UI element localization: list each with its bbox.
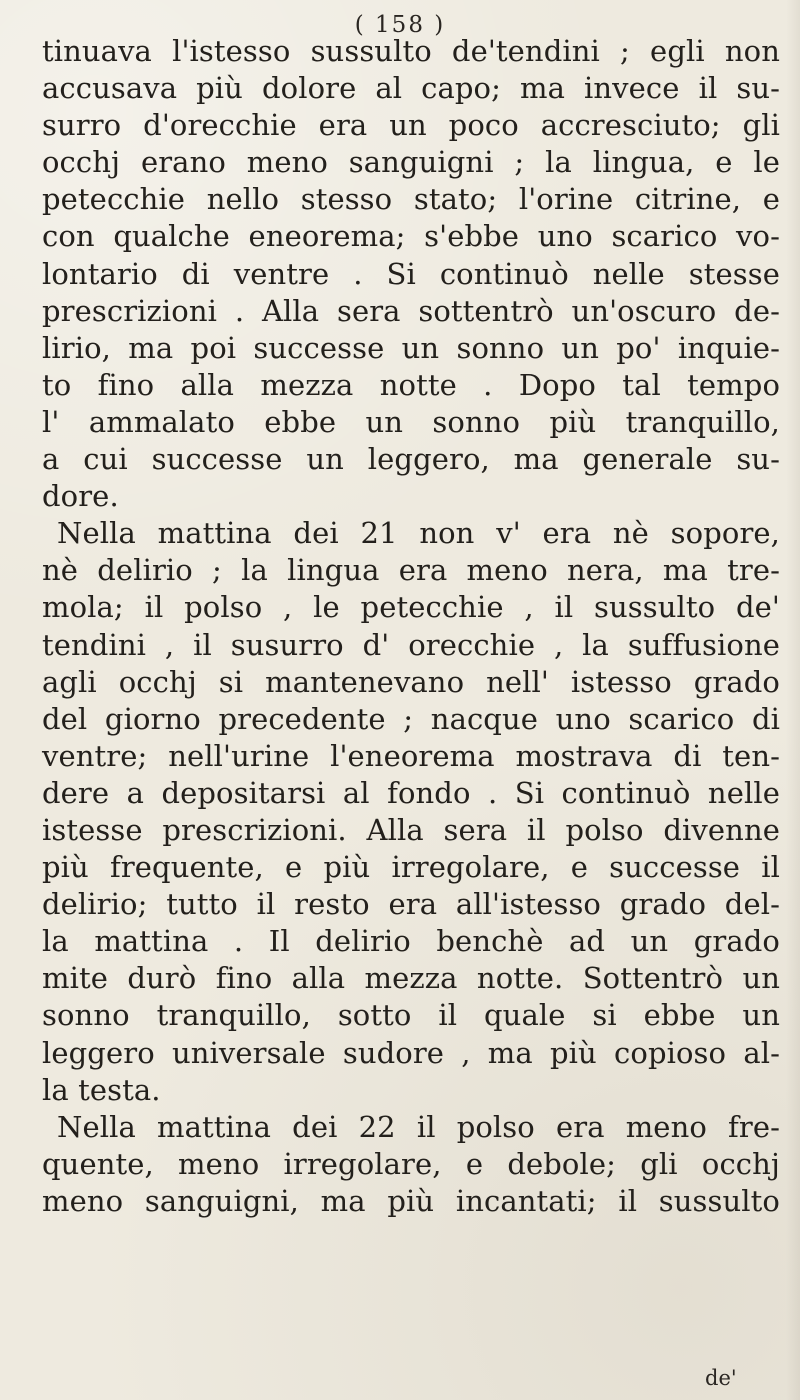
text-line: tinuava l'istesso sussulto de'tendini ; egli non (42, 34, 780, 68)
text-line: istesse prescrizioni. Alla sera il polso divenne (42, 812, 780, 847)
text-line: mola; il polso , le petecchie , il sussulto de' (42, 590, 780, 625)
text-line: leggero universale sudore , ma più copioso al- (42, 1035, 780, 1070)
text-line: occhj erano meno sanguigni ; la lingua, e le (42, 145, 780, 180)
body-text (42, 33, 780, 1220)
text-line: più frequente, e più irregolare, e successe il (42, 850, 780, 885)
page-edge-shadow (786, 0, 800, 1400)
text-line: l' ammalato ebbe un sonno più tranquillo, (42, 404, 780, 439)
text-line: del giorno precedente ; nacque uno scarico di (42, 701, 780, 736)
text-line: meno sanguigni, ma più incantati; il sussulto (42, 1183, 780, 1218)
text-line: dere a depositarsi al fondo . Si continuò nelle (42, 775, 780, 810)
text-line: tendini , il susurro d' orecchie , la suffusione (42, 627, 780, 662)
text-line: agli occhj si mantenevano nell' istesso grado (42, 664, 780, 699)
text-line: surro d'orecchie era un poco accresciuto; gli (42, 108, 780, 143)
text-line: la mattina . Il delirio benchè ad un grado (42, 924, 780, 959)
text-line: petecchie nello stesso stato; l'orine citrine, e (42, 182, 780, 217)
text-line-paragraph-end: dore. (42, 479, 119, 514)
text-line-paragraph-start: Nella mattina dei 21 non v' era nè sopore, (57, 516, 780, 551)
text-line: nè delirio ; la lingua era meno nera, ma tre- (42, 553, 780, 588)
text-line: lontario di ventre . Si continuò nelle stesse (42, 256, 780, 291)
page-number: ( 158 ) (354, 12, 446, 38)
text-line: to fino alla mezza notte . Dopo tal tempo (42, 367, 780, 402)
text-line: ventre; nell'urine l'eneorema mostrava di ten- (42, 738, 780, 773)
text-line: quente, meno irregolare, e debole; gli occhj (42, 1146, 780, 1181)
text-line: sonno tranquillo, sotto il quale si ebbe un (42, 998, 780, 1033)
text-line: con qualche eneorema; s'ebbe uno scarico vo- (42, 219, 780, 254)
catchword: de' (705, 1366, 737, 1390)
text-line: prescrizioni . Alla sera sottentrò un'oscuro de- (42, 293, 780, 328)
text-line: delirio; tutto il resto era all'istesso grado del- (42, 887, 780, 922)
text-line: mite durò fino alla mezza notte. Sottentrò un (42, 961, 780, 996)
text-line: a cui successe un leggero, ma generale su- (42, 442, 780, 477)
text-line-paragraph-start: Nella mattina dei 22 il polso era meno fre- (57, 1109, 780, 1144)
text-line: lirio, ma poi successe un sonno un po' inquie- (42, 330, 780, 365)
text-line-paragraph-end: la testa. (42, 1072, 161, 1107)
text-line: accusava più dolore al capo; ma invece il su- (42, 71, 780, 106)
